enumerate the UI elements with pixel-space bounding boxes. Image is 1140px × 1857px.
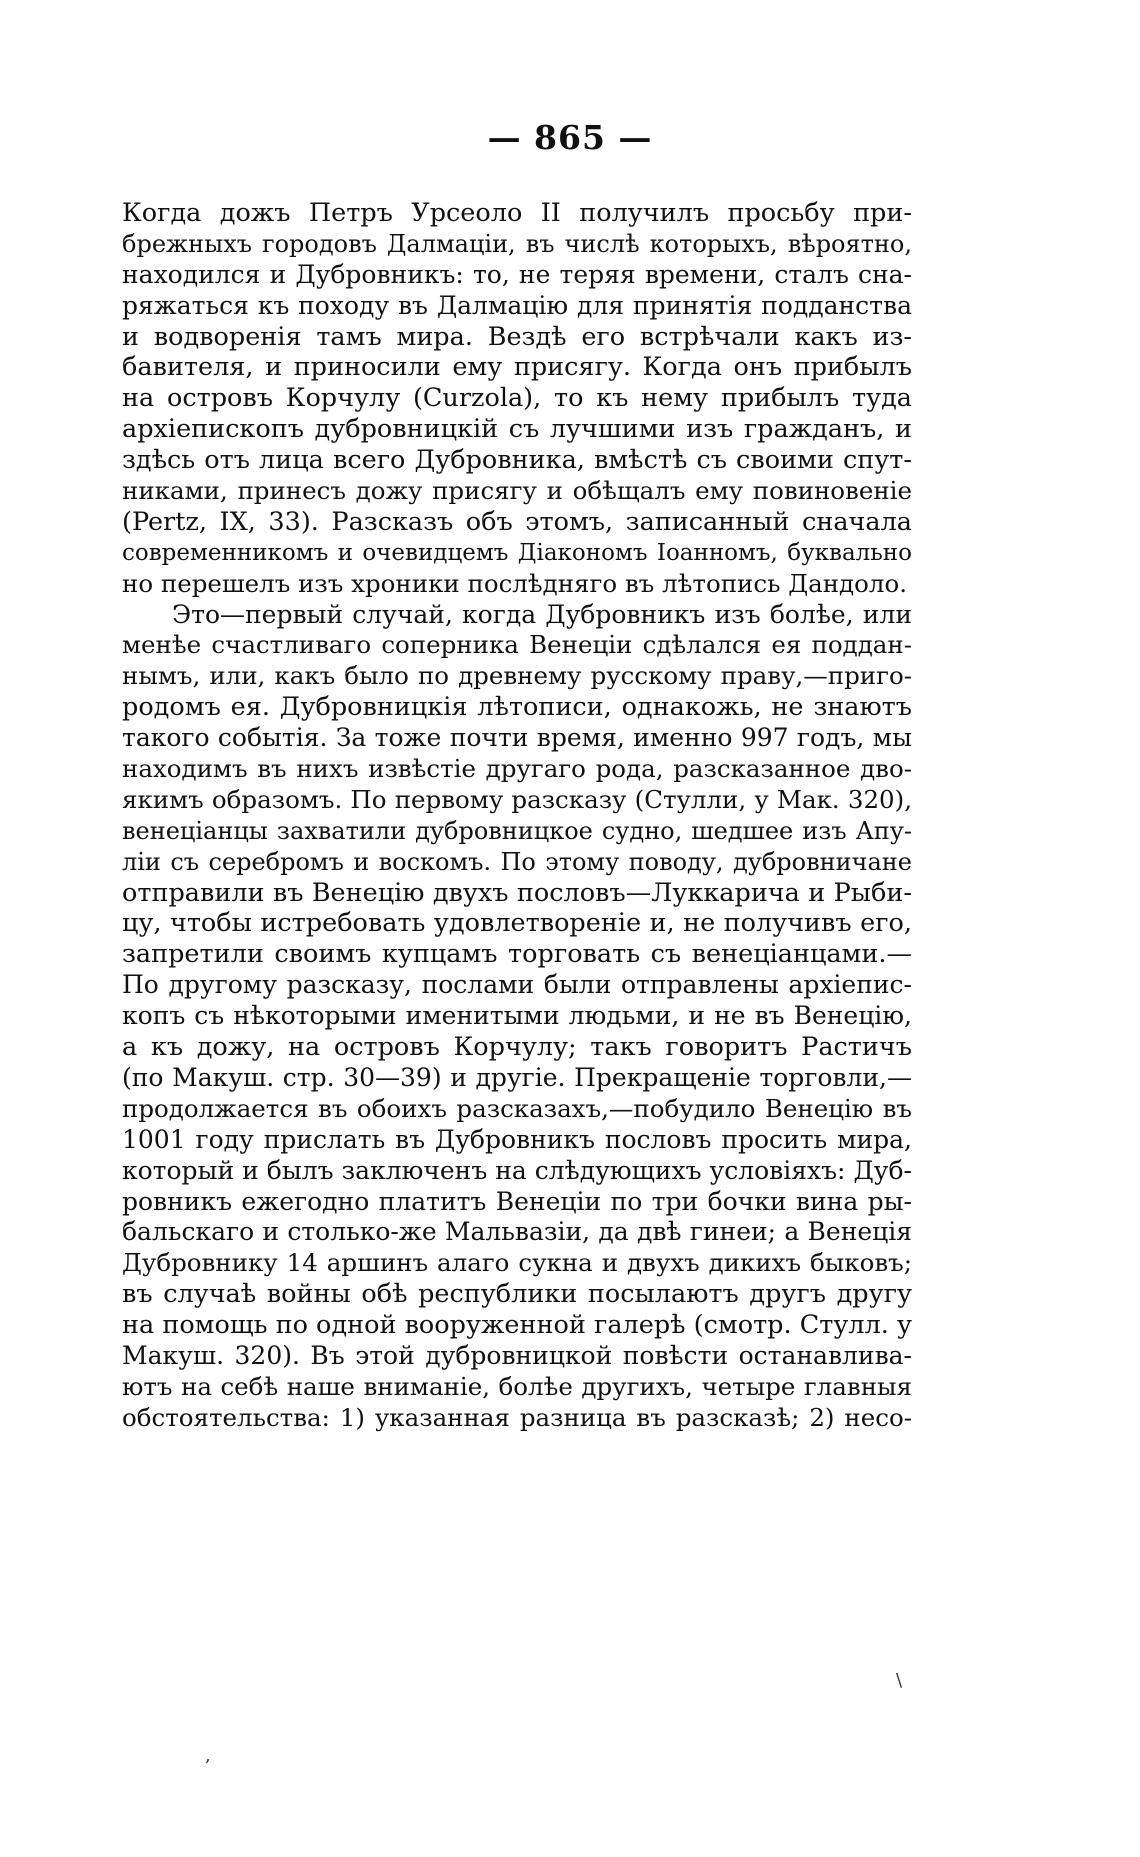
- text-line: бальскаго и столько-же Мальвазіи, да двѣ гинеи; а Венеція: [122, 1217, 912, 1247]
- text-line: брежныхъ городовъ Далмаціи, въ числѣ которыхъ, вѣроятно,: [122, 229, 912, 258]
- text-line: ровникъ ежегодно платитъ Венеціи по три бочки вина ры-: [122, 1186, 912, 1216]
- text-line: который и былъ заключенъ на слѣдующихъ условіяхъ: Дуб-: [122, 1155, 912, 1185]
- text-line: находился и Дубровникъ: то, не теряя времени, сталъ сна-: [122, 259, 912, 289]
- text-line: копъ съ нѣкоторыми именитыми людьми, и не въ Венецію,: [122, 1001, 912, 1031]
- text-line: на помощь по одной вооруженной галерѣ (смотр. Стулл. у: [122, 1310, 912, 1341]
- text-line: Дубровнику 14 аршинъ алаго сукна и двухъ дикихъ быковъ;: [122, 1248, 912, 1278]
- text-line: венеціанцы захватили дубровницкое судно, шедшее изъ Апу-: [122, 816, 912, 845]
- text-line: архіепископъ дубровницкій съ лучшими изъ гражданъ, и: [122, 414, 912, 445]
- text-line: находимъ въ нихъ извѣстіе другаго рода, разсказанное дво-: [122, 754, 912, 784]
- scan-speck-mark: \: [896, 1670, 903, 1691]
- text-line: Когда дожъ Петръ Урсеоло II получилъ просьбу при-: [122, 198, 912, 228]
- text-line: ряжаться къ походу въ Далмацію для принятія подданства: [122, 290, 912, 320]
- text-line: родомъ ея. Дубровницкія лѣтописи, однакожь, не знаютъ: [122, 692, 912, 723]
- text-line: такого событія. За тоже почти время, именно 997 годъ, мы: [122, 723, 912, 753]
- text-line: 1001 году прислать въ Дубровникъ пословъ просить мира,: [122, 1124, 912, 1154]
- text-line: (Pertz, IX, 33). Разсказъ объ этомъ, записанный сначала: [122, 506, 912, 537]
- text-line: современникомъ и очевидцемъ Діакономъ Іоанномъ, буквально: [122, 539, 912, 566]
- text-line: а къ дожу, на островъ Корчулу; такъ говоритъ Растичъ: [122, 1032, 912, 1063]
- text-line: бавителя, и приносили ему присягу. Когда онъ прибылъ: [122, 352, 912, 383]
- text-line: обстоятельства: 1) указанная разница въ разсказѣ; 2) несо-: [122, 1402, 912, 1432]
- text-line: ютъ на себѣ наше вниманіе, болѣе другихъ, четыре главныя: [122, 1371, 912, 1401]
- text-line: на островъ Корчулу (Curzola), то къ нему прибылъ туда: [122, 383, 912, 414]
- text-line: въ случаѣ войны обѣ республики посылаютъ другъ другу: [122, 1279, 912, 1310]
- text-line: никами, принесъ дожу присягу и обѣщалъ ему повиновеніе: [122, 476, 912, 506]
- page-number: — 865 —: [487, 118, 653, 157]
- body-text: [122, 198, 912, 1434]
- text-line: По другому разсказу, послами были отправлены архіепис-: [122, 970, 912, 1000]
- paragraph-last-line: но перешелъ изъ хроники послѣдняго въ лѣтопись Дандоло.: [122, 568, 907, 598]
- paragraph-first-line: Это—первый случай, когда Дубровникъ изъ болѣе, или: [172, 599, 912, 629]
- text-line: менѣе счастливаго соперника Венеціи сдѣлался ея поддан-: [122, 630, 912, 660]
- text-line: (по Макуш. стр. 30—39) и другіе. Прекращеніе торговли,—: [122, 1062, 912, 1092]
- text-line: отправили въ Венецію двухъ пословъ—Луккарича и Рыби-: [122, 877, 912, 908]
- text-line: якимъ образомъ. По первому разсказу (Стулли, у Мак. 320),: [122, 784, 912, 814]
- text-line: здѣсь отъ лица всего Дубровника, вмѣстѣ съ своими спут-: [122, 445, 912, 476]
- text-line: продолжается въ обоихъ разсказахъ,—побудило Венецію въ: [122, 1093, 912, 1123]
- text-line: и водворенія тамъ мира. Вездѣ его встрѣчали какъ из-: [122, 321, 912, 352]
- text-line: нымъ, или, какъ было по древнему русскому праву,—приго-: [122, 661, 912, 691]
- text-line: запретили своимъ купцамъ торговать съ венеціанцами.—: [122, 939, 912, 970]
- scan-speck-mark: ,: [205, 1745, 211, 1766]
- text-line: цу, чтобы истребовать удовлетвореніе и, не получивъ его,: [122, 908, 912, 939]
- text-line: Макуш. 320). Въ этой дубровницкой повѣсти останавлива-: [122, 1340, 912, 1370]
- text-line: ліи съ серебромъ и воскомъ. По этому поводу, дубровничане: [122, 847, 912, 876]
